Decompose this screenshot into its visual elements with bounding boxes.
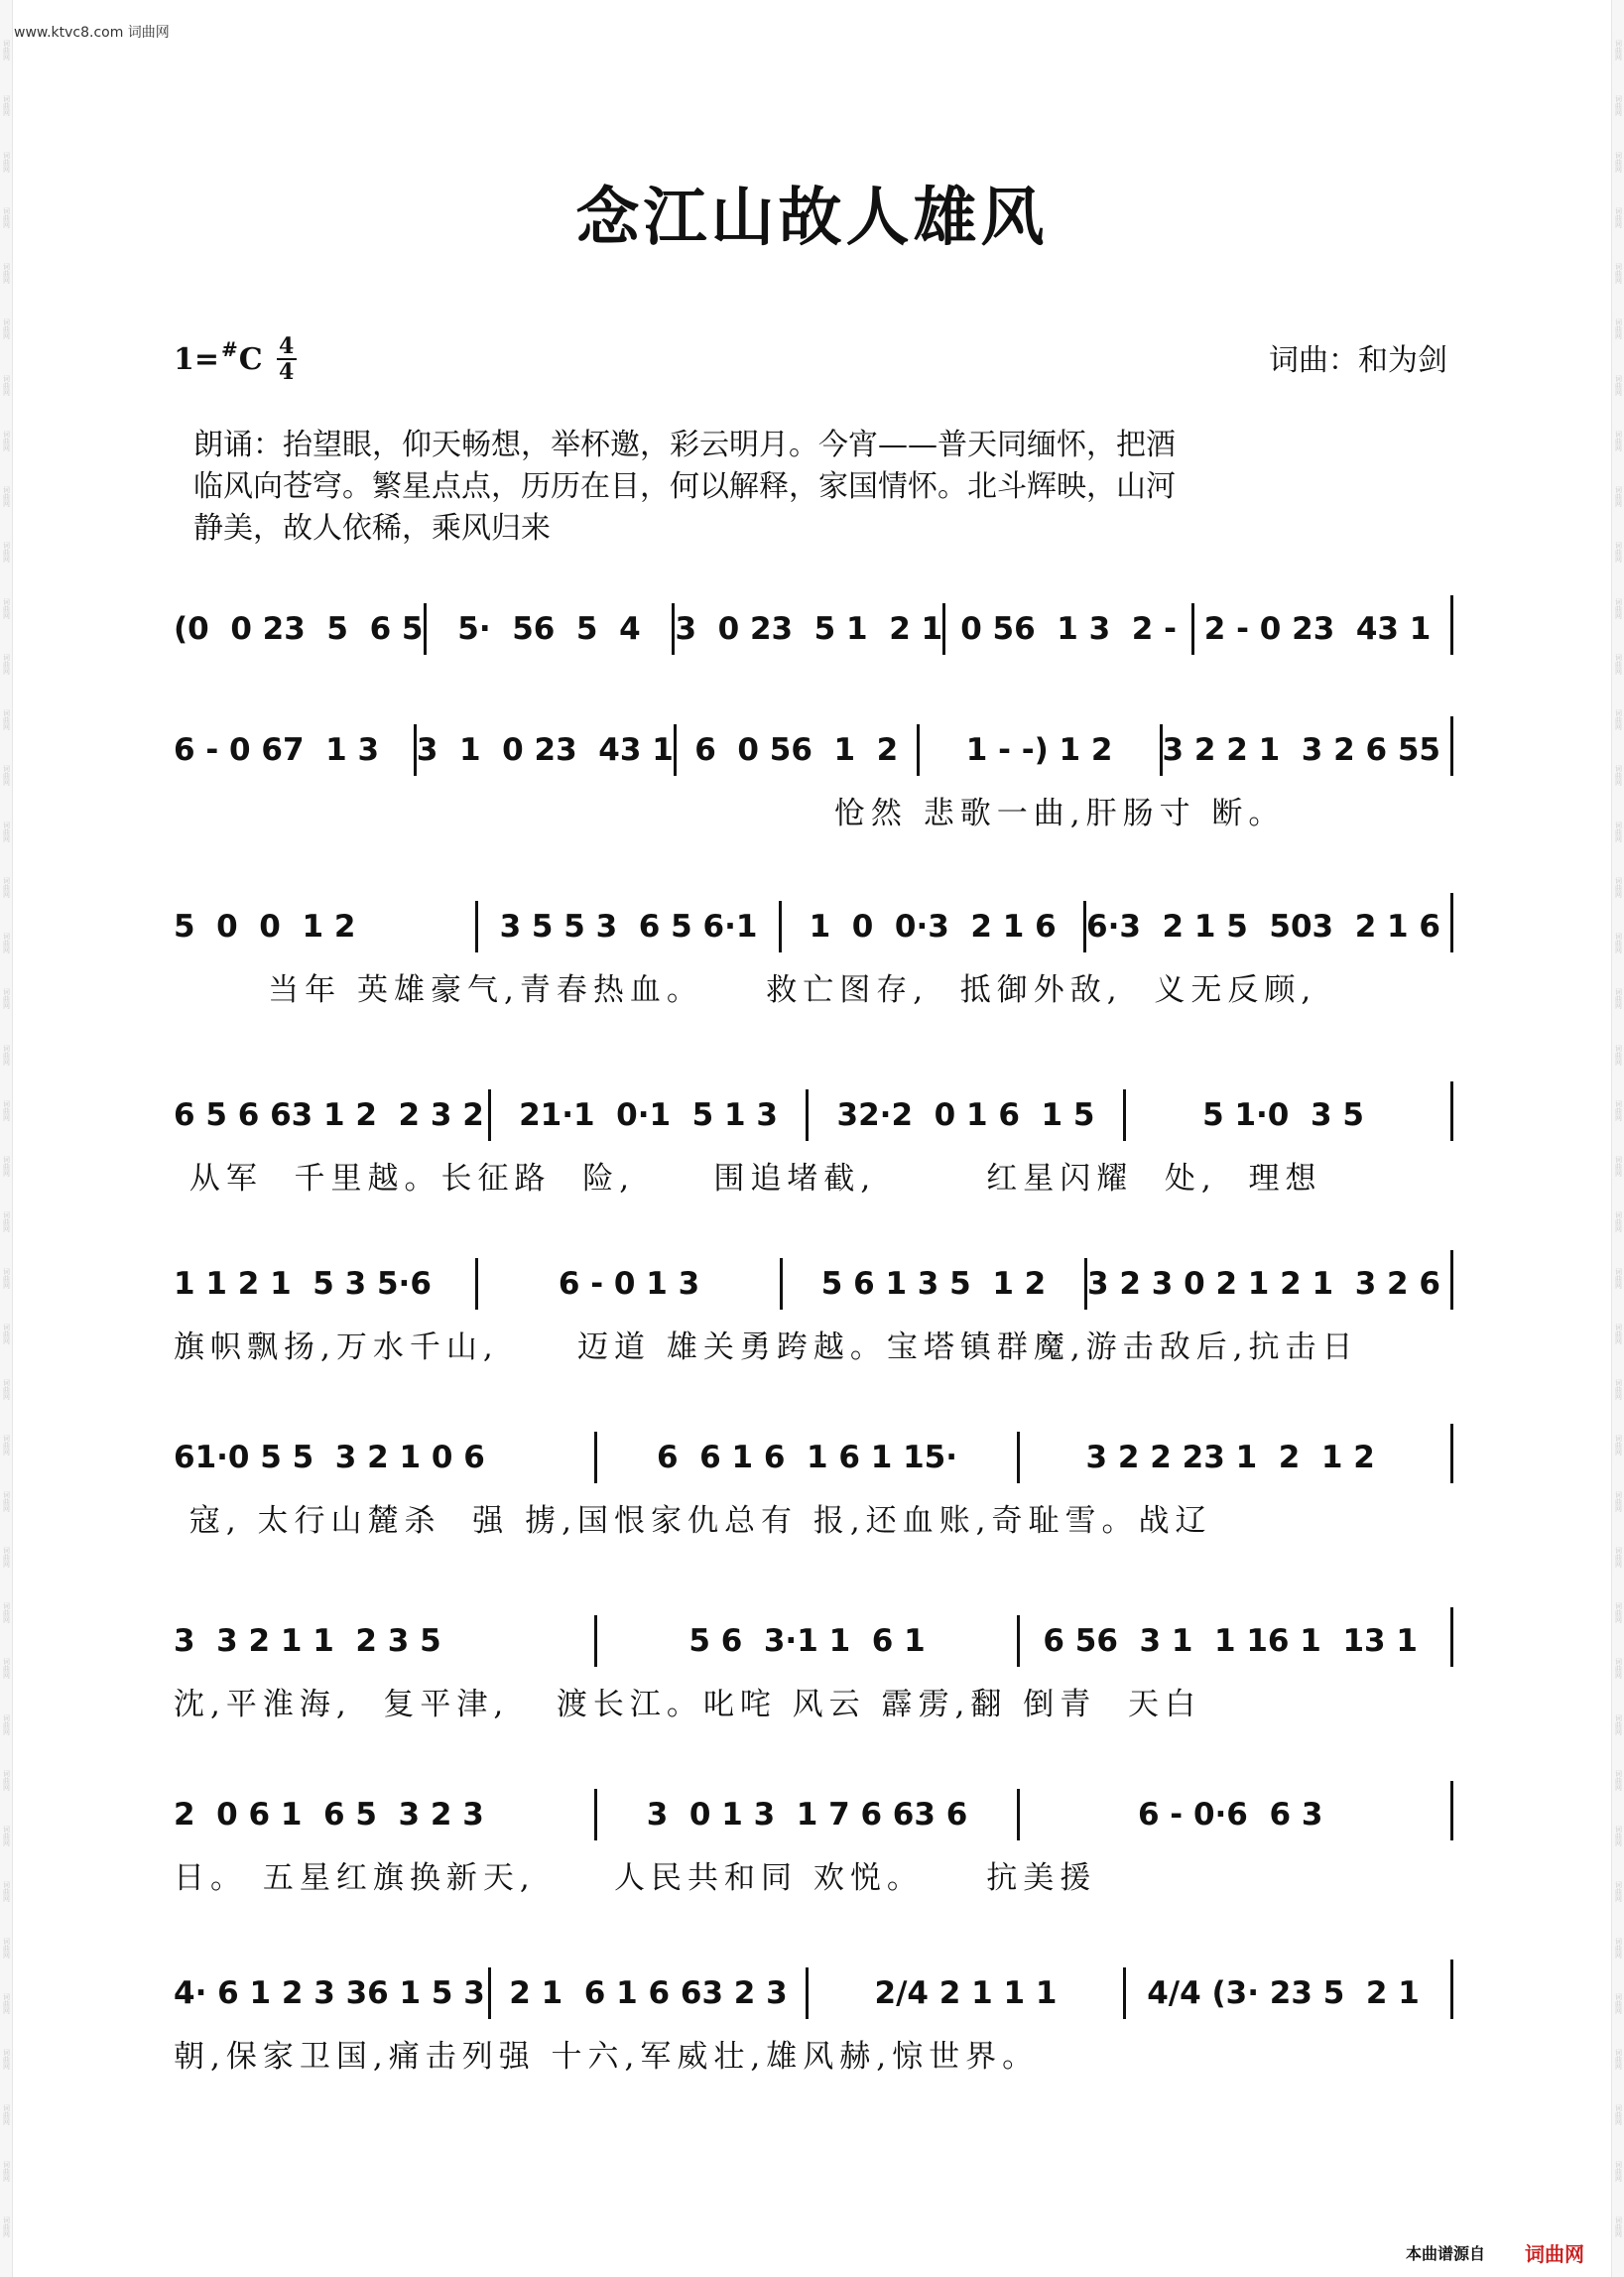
site-header[interactable]: www.ktvc8.com 词曲网 bbox=[14, 25, 170, 41]
footer bbox=[1406, 2238, 1584, 2267]
watermark-text: 词曲网 bbox=[2, 486, 11, 507]
watermark-text: 词曲网 bbox=[2, 933, 11, 953]
watermark-text: 词曲网 bbox=[2, 2104, 11, 2126]
time-top: 4 bbox=[279, 333, 295, 359]
recitation-line: 临风向苍穹。繁星点点，历历在目，何以解释，家国情怀。北斗辉映，山河 bbox=[193, 469, 1176, 504]
watermark-text: 词曲网 bbox=[2, 876, 11, 898]
measure: (0 0 23 5 6 5 bbox=[174, 611, 424, 647]
key-prefix: 1= bbox=[174, 341, 220, 377]
watermark-text: 词曲网 bbox=[2, 597, 11, 619]
lyrics-line: 沈,平淮海, 复平津, 渡长江。叱咤 风云 霹雳,翻 倒青 天白 bbox=[174, 1687, 1201, 1722]
watermark-text: 词曲网 bbox=[1614, 151, 1623, 173]
watermark-text: 词曲网 bbox=[2, 1881, 11, 1903]
lyrics-line: 寇, 太行山麓杀 强 掳,国恨家仇总有 报,还血账,奇耻雪。战辽 bbox=[174, 1503, 1212, 1539]
measure: 6 56 3 1 1 16 1 13 1 bbox=[1017, 1615, 1440, 1667]
score-system bbox=[174, 893, 1453, 1009]
measure: 2 1 6 1 6 63 2 3 bbox=[488, 1967, 806, 2019]
watermark-text: 词曲网 bbox=[2, 206, 11, 228]
measure: 5 1·0 3 5 bbox=[1123, 1089, 1440, 1141]
watermark-text: 词曲网 bbox=[2, 2160, 11, 2182]
watermark-text: 词曲网 bbox=[2, 318, 11, 340]
measure: 5 6 1 3 5 1 2 bbox=[780, 1258, 1084, 1310]
watermark-text: 词曲网 bbox=[2, 1546, 11, 1568]
measure: 5 6 3·1 1 6 1 bbox=[594, 1615, 1018, 1667]
measure: 2 0 6 1 6 5 3 2 3 bbox=[174, 1797, 484, 1833]
measure: 6 6 1 6 1 6 1 15· bbox=[594, 1432, 1018, 1483]
watermark-text: 词曲网 bbox=[1614, 318, 1623, 340]
measure: 6 - 0·6 6 3 bbox=[1017, 1789, 1440, 1840]
watermark-text: 词曲网 bbox=[2, 2215, 11, 2237]
watermark-text: 词曲网 bbox=[1614, 542, 1623, 564]
watermark-text: 词曲网 bbox=[2, 1769, 11, 1791]
watermark-text: 词曲网 bbox=[1614, 1211, 1623, 1233]
watermark-text: 词曲网 bbox=[1614, 821, 1623, 842]
measure: 32·2 0 1 6 1 5 bbox=[806, 1089, 1123, 1141]
watermark-text: 词曲网 bbox=[1614, 40, 1623, 61]
left-watermark-rail bbox=[0, 40, 12, 2237]
lyrics-line: 日。 五星红旗换新天, 人民共和同 欢悦。 抗美援 bbox=[174, 1860, 1097, 1896]
watermark-text: 词曲网 bbox=[2, 374, 11, 396]
watermark-text: 词曲网 bbox=[2, 263, 11, 284]
watermark-text: 词曲网 bbox=[2, 1044, 11, 1066]
watermark-text: 词曲网 bbox=[1614, 1323, 1623, 1344]
watermark-text: 词曲网 bbox=[1614, 1435, 1623, 1456]
measure: 3 1 0 23 43 1 bbox=[414, 724, 674, 776]
watermark-text: 词曲网 bbox=[2, 821, 11, 842]
measure: 3 0 1 3 1 7 6 63 6 bbox=[594, 1789, 1018, 1840]
watermark-text: 词曲网 bbox=[1614, 430, 1623, 451]
watermark-text: 词曲网 bbox=[2, 1379, 11, 1400]
watermark-text: 词曲网 bbox=[1614, 709, 1623, 730]
watermark-text: 词曲网 bbox=[2, 1992, 11, 2014]
measure: 3 3 2 1 1 2 3 5 bbox=[174, 1623, 441, 1659]
lyrics-line: 怆然 悲歌一曲,肝肠寸 断。 bbox=[174, 796, 1286, 831]
watermark-text: 词曲网 bbox=[1614, 1937, 1623, 1959]
watermark-text: 词曲网 bbox=[1614, 1826, 1623, 1846]
watermark-text: 词曲网 bbox=[2, 1156, 11, 1177]
key-signature bbox=[174, 335, 297, 383]
score-system bbox=[174, 1781, 1453, 1897]
watermark-text: 词曲网 bbox=[2, 542, 11, 564]
watermark-text: 词曲网 bbox=[1614, 1658, 1623, 1680]
watermark-text: 词曲网 bbox=[1614, 876, 1623, 898]
watermark-text: 词曲网 bbox=[2, 1099, 11, 1121]
watermark-text: 词曲网 bbox=[1614, 1602, 1623, 1623]
watermark-text: 词曲网 bbox=[1614, 1992, 1623, 2014]
watermark-text: 词曲网 bbox=[2, 40, 11, 61]
sharp-icon: # bbox=[221, 337, 238, 361]
score-system bbox=[174, 716, 1453, 832]
watermark-text: 词曲网 bbox=[2, 1267, 11, 1289]
watermark-text: 词曲网 bbox=[1614, 206, 1623, 228]
watermark-text: 词曲网 bbox=[1614, 1267, 1623, 1289]
watermark-text: 词曲网 bbox=[1614, 1713, 1623, 1735]
key-note: C bbox=[238, 341, 263, 377]
watermark-text: 词曲网 bbox=[1614, 2160, 1623, 2182]
score-system bbox=[174, 1424, 1453, 1540]
credit: 词曲：和为剑 bbox=[1269, 343, 1447, 378]
watermark-text: 词曲网 bbox=[1614, 1490, 1623, 1512]
recitation bbox=[193, 425, 1463, 550]
watermark-text: 词曲网 bbox=[2, 1713, 11, 1735]
measure: 1 1 2 1 5 3 5·6 bbox=[174, 1266, 432, 1302]
watermark-text: 词曲网 bbox=[2, 151, 11, 173]
measure: 5· 56 5 4 bbox=[424, 603, 673, 655]
watermark-text: 词曲网 bbox=[2, 1490, 11, 1512]
watermark-text: 词曲网 bbox=[1614, 95, 1623, 117]
measure: 6 - 0 1 3 bbox=[475, 1258, 780, 1310]
song-title: 念江山故人雄风 bbox=[575, 181, 1049, 255]
lyrics-line: 旗帜飘扬,万水千山, 迈道 雄关勇跨越。宝塔镇群魔,游击敌后,抗击日 bbox=[174, 1329, 1359, 1365]
measure: 6 5 6 63 1 2 2 3 2 bbox=[174, 1097, 484, 1133]
right-watermark-rail bbox=[1612, 40, 1624, 2237]
notes-line bbox=[174, 1424, 1453, 1483]
notes-line bbox=[174, 595, 1453, 655]
measure: 1 0 0·3 2 1 6 bbox=[779, 901, 1083, 952]
measure: 5 0 0 1 2 bbox=[174, 909, 356, 945]
watermark-text: 词曲网 bbox=[1614, 1379, 1623, 1400]
watermark-text: 词曲网 bbox=[1614, 988, 1623, 1010]
notes-line bbox=[174, 1607, 1453, 1667]
watermark-text: 词曲网 bbox=[2, 653, 11, 675]
watermark-text: 词曲网 bbox=[2, 95, 11, 117]
watermark-text: 词曲网 bbox=[1614, 486, 1623, 507]
notes-line bbox=[174, 893, 1453, 952]
watermark-text: 词曲网 bbox=[1614, 1546, 1623, 1568]
lyrics-line: 从军 千里越。长征路 险, 围追堵截, 红星闪耀 处, 理想 bbox=[174, 1161, 1322, 1197]
measure: 61·0 5 5 3 2 1 0 6 bbox=[174, 1440, 485, 1475]
lyrics-line: 当年 英雄豪气,青春热血。 救亡图存, 抵御外敌, 义无反顾, bbox=[174, 972, 1317, 1008]
measure: 3 5 5 3 6 5 6·1 bbox=[475, 901, 780, 952]
measure: 6 0 56 1 2 bbox=[674, 724, 917, 776]
brand-link[interactable]: 词曲网 bbox=[1525, 2242, 1584, 2266]
watermark-text: 词曲网 bbox=[1614, 2049, 1623, 2070]
notes-line bbox=[174, 1960, 1453, 2019]
recitation-line: 朗诵：抬望眼，仰天畅想，举杯邀，彩云明月。今宵——普天同缅怀，把酒 bbox=[193, 428, 1176, 462]
measure: 2 - 0 23 43 1 bbox=[1191, 603, 1440, 655]
measure: 0 56 1 3 2 - bbox=[942, 603, 1191, 655]
watermark-text: 词曲网 bbox=[2, 1323, 11, 1344]
watermark-text: 词曲网 bbox=[1614, 597, 1623, 619]
measure: 2/4 2 1 1 1 bbox=[806, 1967, 1123, 2019]
watermark-text: 词曲网 bbox=[1614, 1099, 1623, 1121]
measure: 3 0 23 5 1 2 1 bbox=[672, 603, 942, 655]
measure: 4· 6 1 2 3 36 1 5 3 bbox=[174, 1975, 485, 2011]
measure: 6·3 2 1 5 503 2 1 6 bbox=[1083, 901, 1440, 952]
watermark-text: 词曲网 bbox=[2, 1211, 11, 1233]
watermark-text: 词曲网 bbox=[2, 765, 11, 787]
score-system bbox=[174, 1607, 1453, 1723]
score-system bbox=[174, 1250, 1453, 1366]
notes-line bbox=[174, 1081, 1453, 1141]
watermark-text: 词曲网 bbox=[1614, 263, 1623, 284]
time-signature bbox=[277, 335, 297, 383]
watermark-text: 词曲网 bbox=[2, 988, 11, 1010]
measure: 3 2 2 23 1 2 1 2 bbox=[1017, 1432, 1440, 1483]
watermark-text: 词曲网 bbox=[1614, 1044, 1623, 1066]
notes-line bbox=[174, 716, 1453, 776]
notes-line bbox=[174, 1781, 1453, 1840]
watermark-text: 词曲网 bbox=[1614, 1156, 1623, 1177]
measure: 1 - -) 1 2 bbox=[917, 724, 1160, 776]
watermark-text: 词曲网 bbox=[1614, 2215, 1623, 2237]
score-system bbox=[174, 595, 1453, 667]
recitation-line: 静美，故人依稀，乘风归来 bbox=[193, 511, 551, 546]
watermark-text: 词曲网 bbox=[2, 1826, 11, 1846]
watermark-text: 词曲网 bbox=[1614, 933, 1623, 953]
watermark-text: 词曲网 bbox=[2, 1937, 11, 1959]
measure: 6 - 0 67 1 3 bbox=[174, 732, 380, 768]
measure: 21·1 0·1 5 1 3 bbox=[488, 1089, 806, 1141]
measure: 3 2 2 1 3 2 6 55 bbox=[1160, 724, 1440, 776]
watermark-text: 词曲网 bbox=[1614, 765, 1623, 787]
watermark-text: 词曲网 bbox=[1614, 653, 1623, 675]
watermark-text: 词曲网 bbox=[2, 709, 11, 730]
source-label: 本曲谱源自 bbox=[1405, 2244, 1485, 2263]
watermark-text: 词曲网 bbox=[2, 2049, 11, 2070]
watermark-text: 词曲网 bbox=[2, 1435, 11, 1456]
time-bottom: 4 bbox=[279, 359, 295, 385]
notes-line bbox=[174, 1250, 1453, 1310]
watermark-text: 词曲网 bbox=[2, 430, 11, 451]
score-system bbox=[174, 1081, 1453, 1198]
measure: 4/4 (3· 23 5 2 1 bbox=[1123, 1967, 1440, 2019]
score-system bbox=[174, 1960, 1453, 2076]
watermark-text: 词曲网 bbox=[2, 1602, 11, 1623]
watermark-text: 词曲网 bbox=[2, 1658, 11, 1680]
watermark-text: 词曲网 bbox=[1614, 2104, 1623, 2126]
watermark-text: 词曲网 bbox=[1614, 374, 1623, 396]
watermark-text: 词曲网 bbox=[1614, 1769, 1623, 1791]
measure: 3 2 3 0 2 1 2 1 3 2 6 bbox=[1084, 1258, 1440, 1310]
watermark-text: 词曲网 bbox=[1614, 1881, 1623, 1903]
lyrics-line: 朝,保家卫国,痛击列强 十六,军威壮,雄风赫,惊世界。 bbox=[174, 2039, 1040, 2075]
